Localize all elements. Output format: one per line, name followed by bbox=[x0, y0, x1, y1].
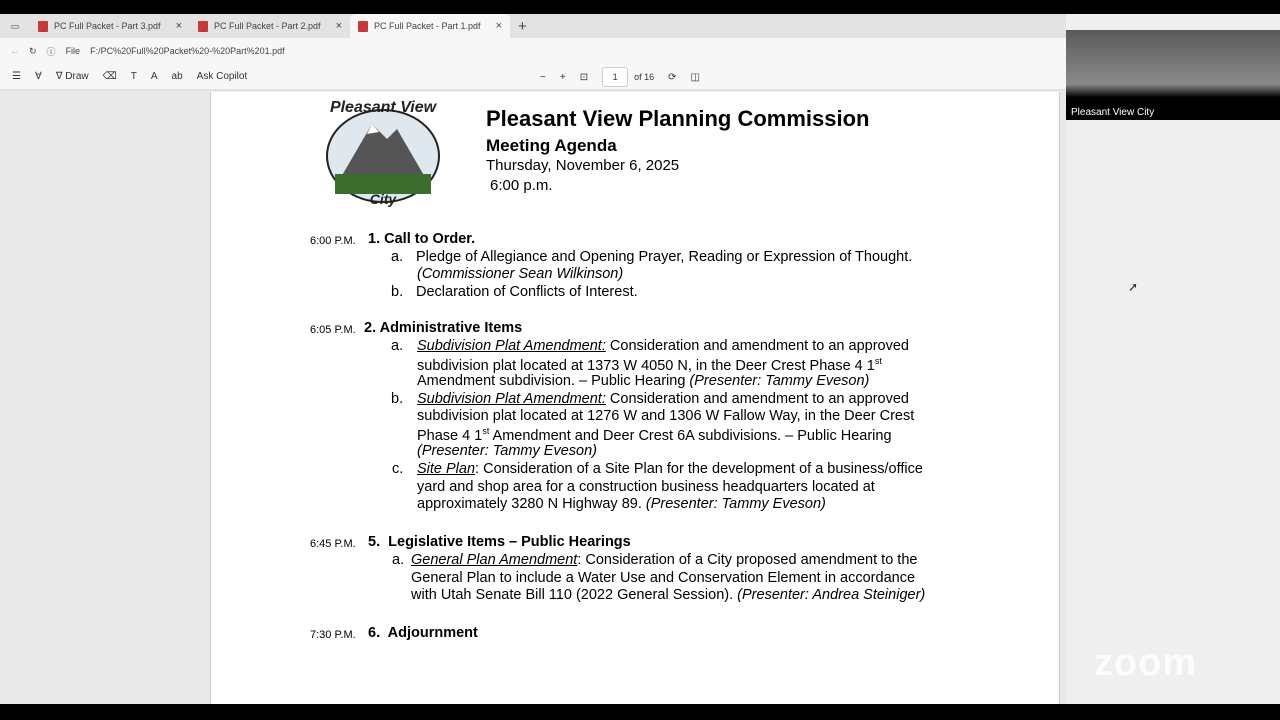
agenda-line: subdivision plat located at 1373 W 4050 N, in the Deer Crest Phase 4 1 bbox=[417, 357, 875, 374]
close-icon[interactable]: × bbox=[335, 20, 342, 32]
pdf-icon bbox=[358, 21, 368, 32]
draw-button[interactable]: ∇ Draw bbox=[55, 71, 89, 82]
item-number: 2. bbox=[364, 320, 377, 336]
zoom-panel bbox=[1066, 14, 1280, 704]
page-number-input[interactable]: 1 bbox=[602, 67, 628, 87]
agenda-line: Amendment subdivision. – Public Hearing bbox=[417, 373, 690, 389]
page-total: of 16 bbox=[634, 72, 655, 82]
zoom-out-button[interactable]: − bbox=[540, 71, 546, 83]
agenda-line: : Consideration of a Site Plan for the development of a business/office bbox=[475, 461, 923, 477]
url-scheme: File bbox=[65, 46, 81, 56]
superscript: st bbox=[482, 426, 490, 436]
item-time: 6:00 P.M. bbox=[310, 235, 356, 247]
agenda-line: Phase 4 1 bbox=[417, 427, 483, 444]
tab-part3[interactable] bbox=[30, 14, 190, 38]
pdf-icon bbox=[38, 21, 48, 32]
svg-text:Pleasant View: Pleasant View bbox=[329, 99, 437, 116]
item-number: 1. bbox=[368, 231, 381, 247]
new-tab-button[interactable]: + bbox=[518, 17, 527, 35]
sub-letter: a. bbox=[392, 552, 405, 568]
meeting-date: Thursday, November 6, 2025 bbox=[486, 157, 680, 174]
contents-icon[interactable]: ☰ bbox=[12, 71, 21, 82]
rotate-icon[interactable]: ⟳ bbox=[668, 71, 677, 83]
info-icon: ⓘ bbox=[46, 46, 56, 57]
browser-window bbox=[0, 14, 1066, 704]
item-link[interactable]: Subdivision Plat Amendment: bbox=[417, 338, 606, 354]
close-icon[interactable]: × bbox=[495, 20, 502, 32]
item-link[interactable]: General Plan Amendment bbox=[411, 552, 578, 568]
close-icon[interactable]: × bbox=[175, 20, 182, 32]
tab-label: PC Full Packet - Part 1.pdf bbox=[374, 21, 481, 31]
mouse-cursor-icon: ➚ bbox=[1128, 280, 1139, 294]
city-logo bbox=[317, 94, 449, 212]
item-time: 6:45 P.M. bbox=[310, 538, 356, 550]
tab-label: PC Full Packet - Part 2.pdf bbox=[214, 21, 321, 31]
agenda-line: Pledge of Allegiance and Opening Prayer, Reading or Expression of Thought. bbox=[416, 249, 913, 265]
item-time: 6:05 P.M. bbox=[310, 324, 356, 336]
url-text[interactable]: F:/PC%20Full%20Packet%20-%20Part%201.pdf bbox=[90, 46, 285, 56]
tab-actions-icon[interactable]: ▭ bbox=[10, 20, 20, 31]
item-link[interactable]: Subdivision Plat Amendment: bbox=[417, 391, 606, 407]
address-bar[interactable] bbox=[0, 38, 1066, 64]
item-title: Call to Order. bbox=[384, 231, 476, 247]
presenter: (Commissioner Sean Wilkinson) bbox=[417, 266, 624, 282]
item-title: Administrative Items bbox=[379, 320, 523, 336]
pdf-icon bbox=[198, 21, 208, 32]
item-title: Adjournment bbox=[387, 625, 478, 641]
sub-letter: b. bbox=[391, 391, 404, 407]
svg-text:City: City bbox=[369, 191, 397, 207]
pdf-toolbar bbox=[0, 64, 1066, 90]
meeting-time: 6:00 p.m. bbox=[490, 177, 553, 194]
page-title: Pleasant View Planning Commission bbox=[486, 106, 870, 131]
participant-name: Pleasant View City bbox=[1071, 107, 1155, 118]
pdf-page bbox=[210, 92, 1060, 704]
agenda-line: Consideration and amendment to an approved bbox=[605, 391, 909, 407]
tab-part1[interactable] bbox=[350, 14, 510, 38]
agenda-line: General Plan to include a Water Use and Conservation Element in accordance bbox=[411, 570, 916, 586]
zoom-watermark: zoom bbox=[1094, 642, 1198, 684]
zoom-in-button[interactable]: + bbox=[559, 71, 566, 83]
sub-letter: c. bbox=[392, 461, 404, 477]
participant-video[interactable] bbox=[1066, 30, 1280, 120]
presenter: (Presenter: Tammy Eveson) bbox=[417, 443, 597, 459]
tab-part2[interactable] bbox=[190, 14, 350, 38]
item-title: Legislative Items – Public Hearings bbox=[388, 534, 631, 550]
agenda-line: approximately 3280 N Highway 89. bbox=[417, 496, 646, 512]
draw-label: Draw bbox=[65, 71, 89, 82]
erase-icon[interactable]: ⌫ bbox=[102, 71, 117, 82]
agenda-line: with Utah Senate Bill 110 (2022 General Session). bbox=[411, 587, 738, 603]
subtitle: Meeting Agenda bbox=[486, 136, 617, 155]
tab-label: PC Full Packet - Part 3.pdf bbox=[54, 21, 161, 31]
item-time: 7:30 P.M. bbox=[310, 629, 356, 641]
sub-letter: a. bbox=[391, 249, 404, 265]
agenda-line: yard and shop area for a construction business headquarters located at bbox=[417, 479, 875, 495]
agenda-line: subdivision plat located at 1276 W and 1306 W Fallow Way, in the Deer Crest bbox=[417, 408, 915, 424]
item-link[interactable]: Site Plan bbox=[417, 461, 476, 477]
agenda-line: Amendment and Deer Crest 6A subdivisions. – Public Hearing bbox=[489, 427, 892, 444]
sub-letter: b. bbox=[391, 284, 404, 300]
tab-bar bbox=[0, 14, 1066, 38]
page-view-icon[interactable]: ◫ bbox=[690, 71, 700, 83]
sub-letter: a. bbox=[391, 338, 404, 354]
presenter: (Presenter: Tammy Eveson) bbox=[645, 496, 826, 512]
fit-page-icon[interactable]: ⊡ bbox=[579, 71, 589, 83]
back-icon[interactable]: ← bbox=[10, 46, 19, 56]
text-icon[interactable]: T bbox=[130, 71, 137, 82]
superscript: st bbox=[874, 356, 882, 366]
ask-copilot-button[interactable]: Ask Copilot bbox=[196, 71, 248, 82]
presenter: (Presenter: Tammy Eveson) bbox=[689, 373, 870, 389]
agenda-line: Declaration of Conflicts of Interest. bbox=[416, 284, 638, 300]
agenda-line: : Consideration of a City proposed amendment to the bbox=[577, 552, 918, 568]
read-aloud-icon[interactable]: A bbox=[150, 71, 158, 82]
highlight-icon[interactable]: ∀ bbox=[34, 71, 42, 82]
refresh-icon[interactable]: ↻ bbox=[29, 45, 37, 56]
item-number: 5. bbox=[368, 534, 381, 550]
presenter: (Presenter: Andrea Steiniger) bbox=[737, 587, 926, 603]
agenda-line: Consideration and amendment to an approved bbox=[605, 338, 909, 354]
translate-icon[interactable]: ab bbox=[171, 71, 183, 82]
item-number: 6. bbox=[368, 625, 381, 641]
